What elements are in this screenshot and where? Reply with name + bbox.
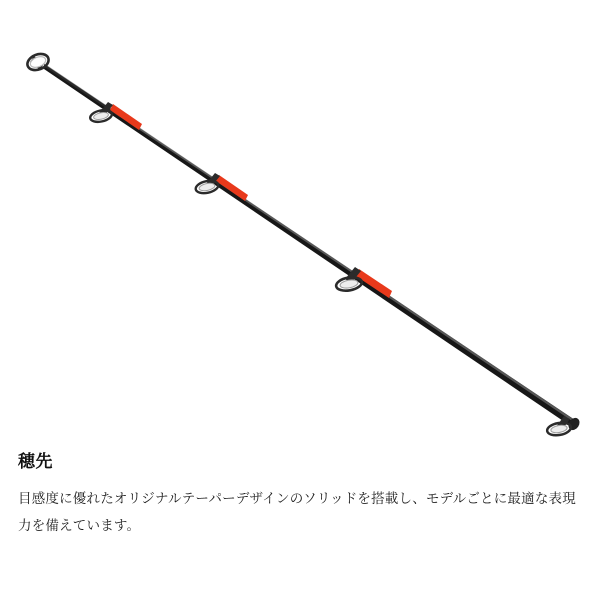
caption-body: 目感度に優れたオリジナルテーパーデザインのソリッドを搭載し、モデルごとに最適な表現力を備えています。	[18, 491, 576, 533]
caption-block	[18, 452, 584, 539]
caption-title: 穂先	[18, 452, 53, 471]
